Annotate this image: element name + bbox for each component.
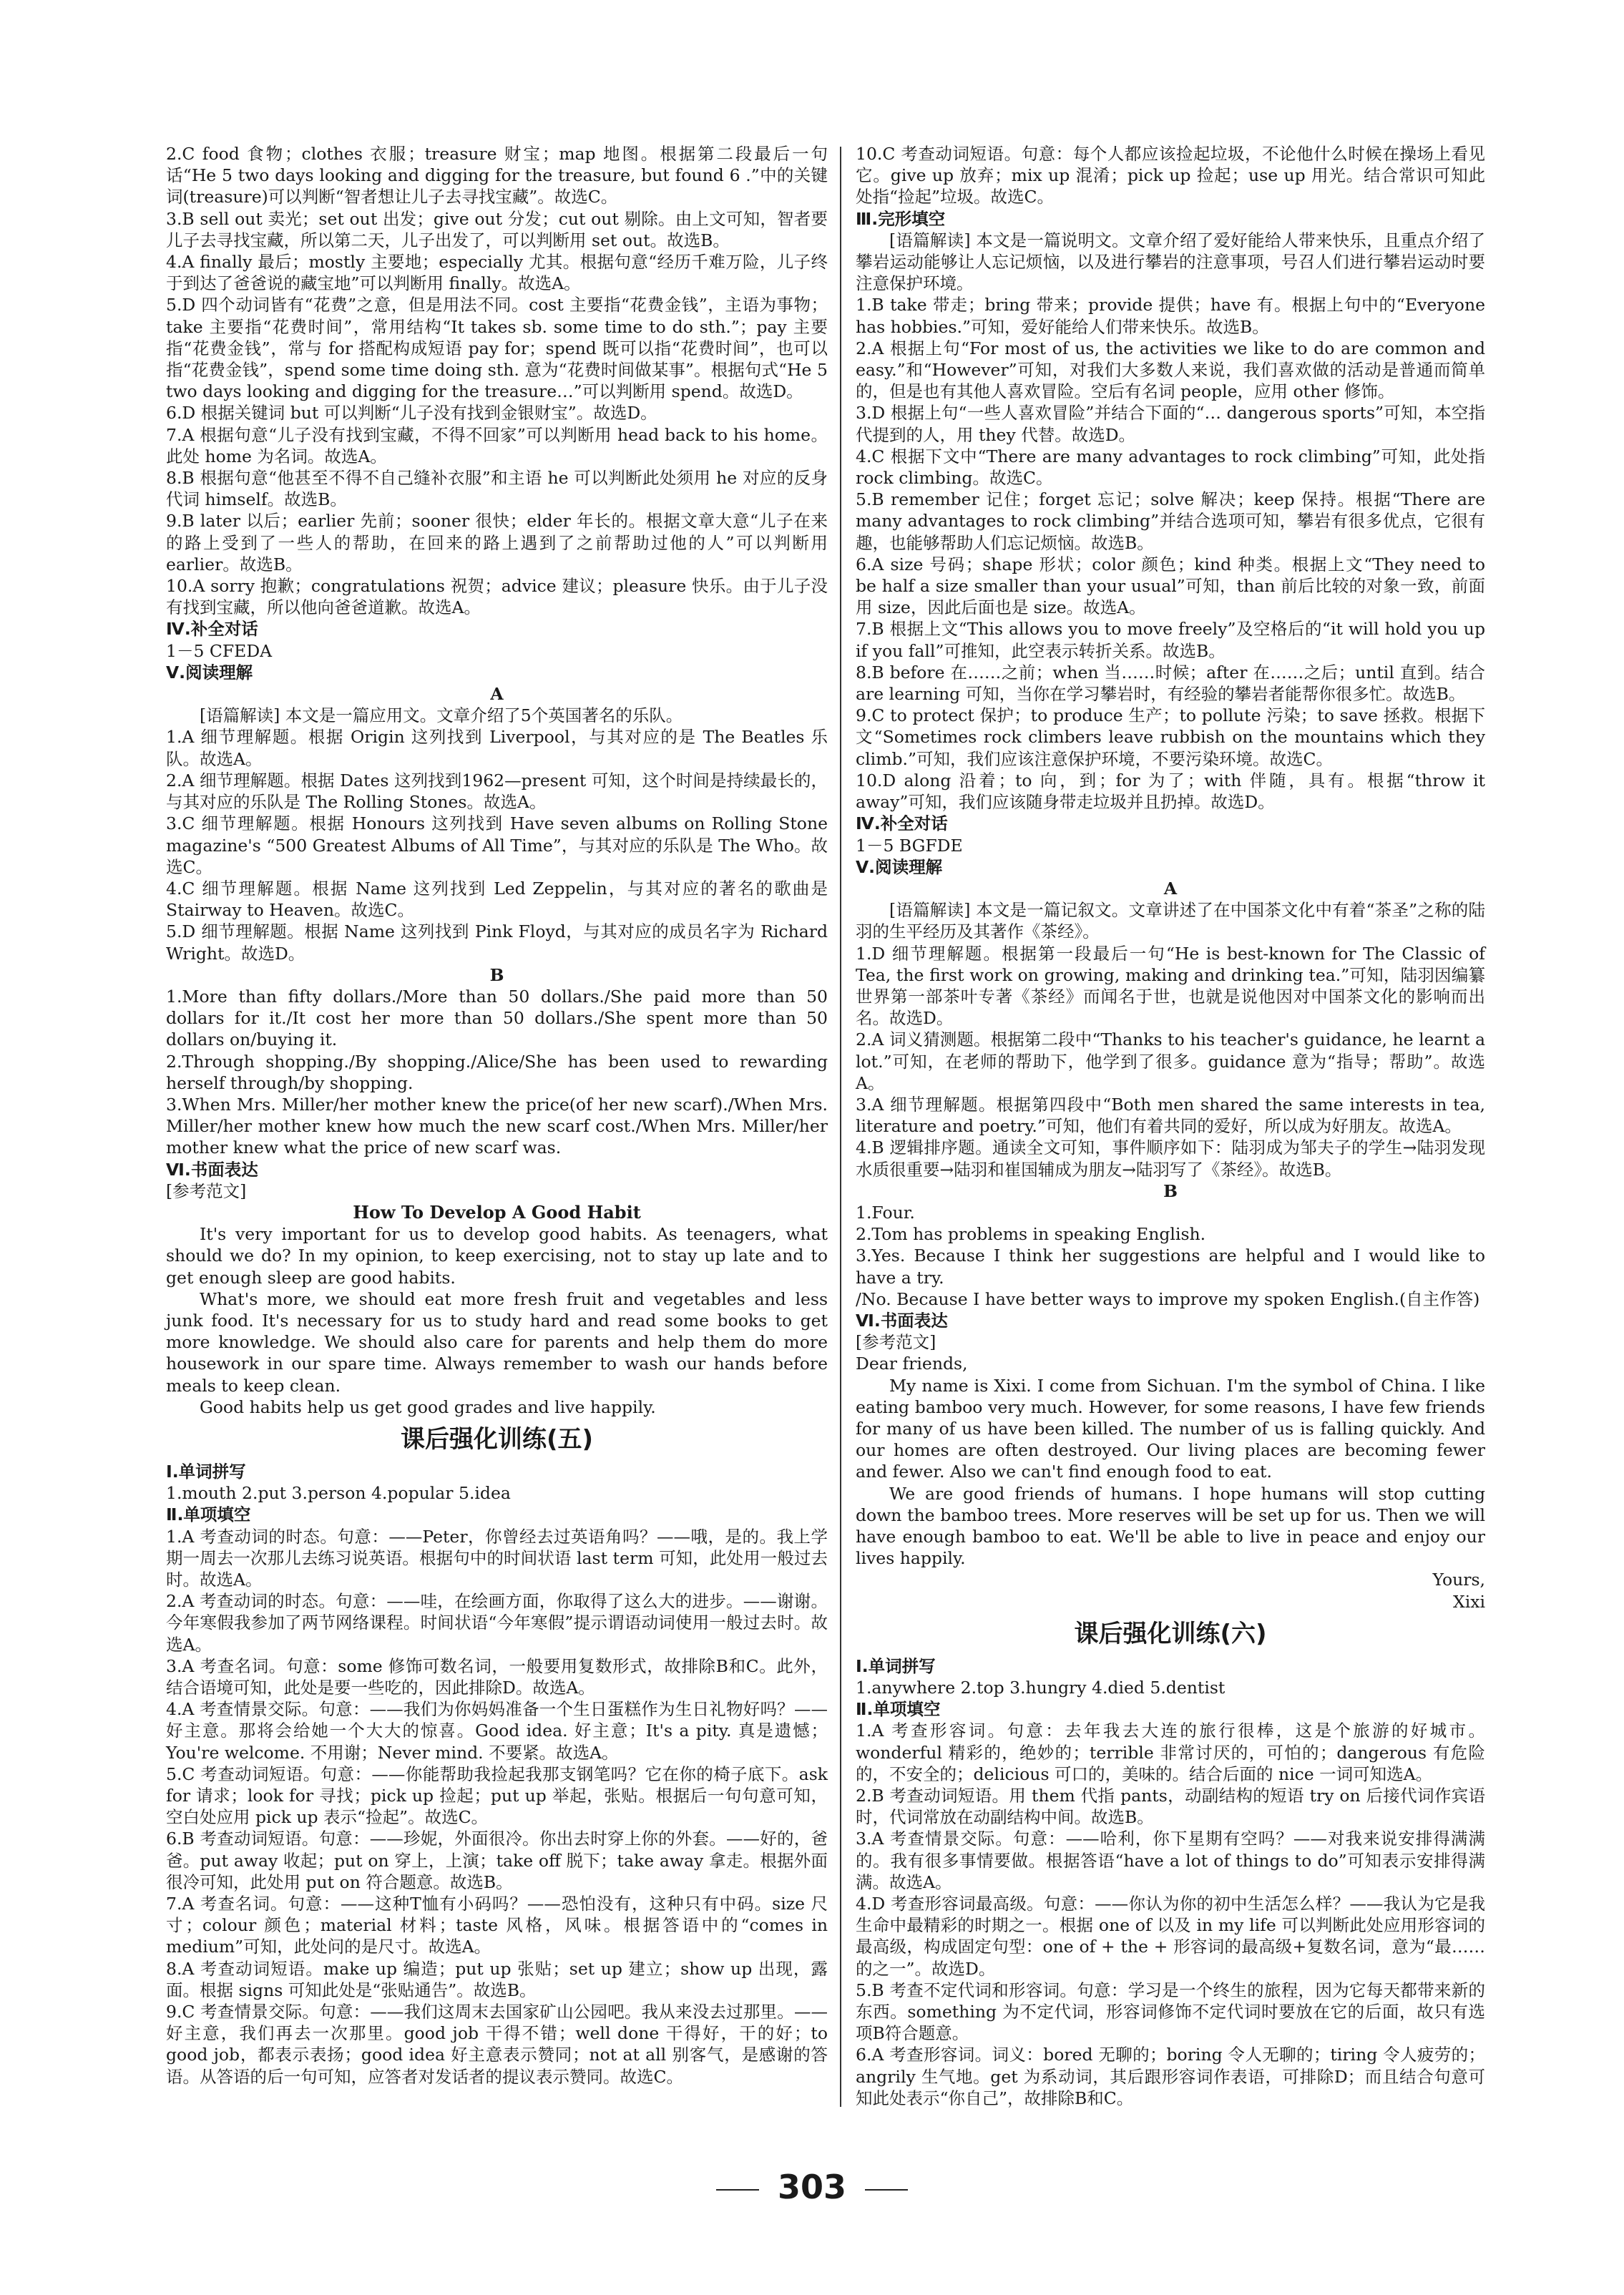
unit-heading: 课后强化训练(六)	[1074, 1619, 1267, 1648]
paragraph: 1.D 细节理解题。根据第一段最后一句“He is best-known for The Classic of Tea, the first work on growing, making and drinking tea.”可知，陆羽因编纂世界第一部茶叶专著《茶经》而闻名于世，也就是说他因对中国茶文化的影响而出名。故选D。	[856, 943, 1485, 1029]
paragraph: 4.A finally 最后；mostly 主要地；especially 尤其。根据句意“经历千难万险，儿子终于到达了爸爸说的藏宝地”可以判断用 finally。故选A。	[166, 252, 828, 294]
section-heading: Ⅵ.书面表达	[166, 1159, 258, 1180]
signature-line: Yours,	[1432, 1570, 1485, 1590]
paragraph: 7.A 考查名词。句意：——这种T恤有小码吗？——恐怕没有，这种只有中码。size 尺寸；colour 颜色；material 材料；taste 风格，风味。根据答语中的“comes in medium”可知，此处问的是尺寸。故选A。	[166, 1894, 828, 1957]
part-label: A	[490, 684, 504, 705]
paragraph: 5.B 考查不定代词和形容词。句意：学习是一个终生的旅程，因为它每天都带来新的东西。something 为不定代词，形容词修饰不定代词时要放在它的后面，故只有选项B符合题意。	[856, 1980, 1485, 2044]
paragraph: 1－5 CFEDA	[166, 640, 273, 661]
section-heading: Ⅵ.书面表达	[856, 1310, 948, 1331]
paragraph: 1.More than fifty dollars./More than 50 dollars./She paid more than 50 dollars for it./It cost her more than 50 dollars./She spent more than 50 dollars on/buying it.	[166, 986, 828, 1050]
paragraph: 7.B 根据上文“This allows you to move freely”及空格后的“it will hold you up if you fall”可推知，此空表示转折关系。故选B。	[856, 619, 1485, 661]
section-heading: Ⅱ.单项填空	[166, 1504, 251, 1525]
paragraph: 9.C to protect 保护；to produce 生产；to pollute 污染；to save 拯救。根据下文“Sometimes rock climbers leave rubbish on the mountains which they climb.”可知，我们应该注意保护环境，不要污染环境。故选C。	[856, 705, 1485, 769]
paragraph: 8.B 根据句意“他甚至不得不自己缝补衣服”和主语 he 可以判断此处须用 he 对应的反身代词 himself。故选B。	[166, 468, 828, 510]
indented-paragraph: Good habits help us get good grades and live happily.	[200, 1396, 656, 1417]
section-heading: Ⅱ.单项填空	[856, 1699, 941, 1720]
paragraph: [参考范文]	[856, 1332, 936, 1353]
indented-paragraph: What's more, we should eat more fresh fruit and vegetables and less junk food. It's necessary for us to study hard and read some books to get more knowledge. We should also care for parents and help them do more housework in our spare time. Always remember to wash our hands before meals to keep clean.	[166, 1288, 828, 1396]
paragraph: 2.Tom has problems in speaking English.	[856, 1224, 1206, 1245]
paragraph: 2.A 考查动词的时态。句意：——哇，在绘画方面，你取得了这么大的进步。——谢谢。今年寒假我参加了两节网络课程。时间状语“今年寒假”提示谓语动词使用一般过去时。故选A。	[166, 1591, 828, 1655]
paragraph: /No. Because I have better ways to improve my spoken English.(自主作答)	[856, 1288, 1480, 1309]
paragraph: 2.A 细节理解题。根据 Dates 这列找到1962—present 可知，这个时间是持续最长的，与其对应的乐队是 The Rolling Stones。故选A。	[166, 770, 828, 813]
paragraph: 3.C 细节理解题。根据 Honours 这列找到 Have seven albums on Rolling Stone magazine's “500 Greatest Albums of All Time”，与其对应的乐队是 The Who。故选C。	[166, 813, 828, 877]
paragraph: Dear friends,	[856, 1354, 968, 1374]
page-number-text: 303	[777, 2168, 847, 2206]
part-label: B	[489, 964, 504, 985]
paragraph: 3.When Mrs. Miller/her mother knew the price(of her new scarf)./When Mrs. Miller/her mother knew how much the new scarf cost./When Mrs. Miller/her mother knew what the price of new scarf was.	[166, 1094, 828, 1158]
paragraph: 5.D 四个动词皆有“花费”之意，但是用法不同。cost 主要指“花费金钱”，主语为事物；take 主要指“花费时间”，常用结构“It takes sb. some time to do sth.”；pay 主要指“花费金钱”，常与 for 搭配构成短语 pay for；spend 既可以指“花费时间”，也可以指“花费金钱”，spend some time doing sth. 意为“花费时间做某事”。根据句式“He 5 two days looking and digging for the treasure…”可以判断用 spend。故选D。	[166, 295, 828, 402]
paragraph: 3.A 细节理解题。根据第四段中“Both men shared the same interests in tea, literature and poetry.”可知，他们有着共同的爱好，所以成为好朋友。故选A。	[856, 1094, 1485, 1137]
essay-title: How To Develop A Good Habit	[353, 1201, 641, 1223]
paragraph: 5.B remember 记住；forget 忘记；solve 解决；keep 保持。根据“There are many advantages to rock climbing”并结合选项可知，攀岩有很多优点，它很有趣，也能够帮助人们忘记烦恼。故选B。	[856, 489, 1485, 553]
paragraph: 7.A 根据句意“儿子没有找到宝藏，不得不回家”可以判断用 head back to his home。此处 home 为名词。故选A。	[166, 424, 828, 466]
paragraph: 8.A 考查动词短语。make up 编造；put up 张贴；set up 建立；show up 出现，露面。根据 signs 可知此处是“张贴通告”。故选B。	[166, 1958, 828, 2000]
paragraph: 3.D 根据上句“一些人喜欢冒险”并结合下面的“… dangerous sports”可知，本空指代提到的人，用 they 代替。故选D。	[856, 403, 1485, 445]
paragraph: 2.A 词义猜测题。根据第二段中“Thanks to his teacher's guidance, he learnt a lot.”可知，在老师的帮助下，他学到了很多。guidance 意为“指导；帮助”。故选A。	[856, 1029, 1485, 1093]
paragraph: 6.A size 号码；shape 形状；color 颜色；kind 种类。根据上文“They need to be half a size smaller than your usual”可知，than 前后比较的对象一致，前面用 size，因此后面也是 size。故选A。	[856, 554, 1485, 618]
section-heading: Ⅲ.完形填空	[856, 208, 946, 229]
section-heading: Ⅳ.补全对话	[856, 813, 948, 834]
paragraph: 4.C 根据下文中“There are many advantages to rock climbing”可知，此处指 rock climbing。故选C。	[856, 446, 1485, 489]
section-heading: Ⅰ.单词拼写	[166, 1461, 246, 1482]
paragraph: 2.B 考查动词短语。用 them 代指 pants，动副结构的短语 try on 后接代词作宾语时，代词常放在动副结构中间。故选B。	[856, 1786, 1485, 1828]
indented-paragraph: It's very important for us to develop good habits. As teenagers, what should we do? In my opinion, to keep exercising, not to stay up late and to get enough sleep are good habits.	[166, 1224, 828, 1288]
paragraph: 4.A 考查情景交际。句意：——我们为你妈妈准备一个生日蛋糕作为生日礼物好吗？——好主意。那将会给她一个大大的惊喜。Good idea. 好主意；It's a pity. 真是遗憾；You're welcome. 不用谢；Never mind. 不要紧。故选A。	[166, 1699, 828, 1763]
paragraph: 10.A sorry 抱歉；congratulations 祝贺；advice 建议；pleasure 快乐。由于儿子没有找到宝藏，所以他向爸爸道歉。故选A。	[166, 576, 828, 618]
unit-heading: 课后强化训练(五)	[400, 1424, 594, 1454]
paragraph: 3.B sell out 卖光；set out 出发；give out 分发；cut out 剔除。由上文可知，智者要儿子去寻找宝藏，所以第二天，儿子出发了，可以判断用 set out。故选B。	[166, 208, 828, 250]
paragraph: 1.B take 带走；bring 带来；provide 提供；have 有。根据上句中的“Everyone has hobbies.”可知，爱好能给人们带来快乐。故选B。	[856, 295, 1485, 337]
paragraph: 4.D 考查形容词最高级。句意：——你认为你的初中生活怎么样？——我认为它是我生命中最精彩的时期之一。根据 one of 以及 in my life 可以判断此处应用形容词的最高级，构成固定句型：one of + the + 形容词的最高级+复数名词，意为“最……的之一”。故选D。	[856, 1894, 1485, 1979]
paragraph: 9.C 考查情景交际。句意：——我们这周末去国家矿山公园吧。我从来没去过那里。——好主意，我们再去一次那里。good job 干得不错；well done 干得好，干的好；to good job，都表示表扬；good idea 好主意表示赞同；not at all 别客气，是感谢的答语。从答语的后一句可知，应答者对发话者的提议表示赞同。故选C。	[166, 2002, 828, 2087]
signature-line: Xixi	[1452, 1591, 1485, 1612]
paragraph: 1－5 BGFDE	[856, 835, 963, 856]
paragraph: 6.D 根据关键词 but 可以判断“儿子没有找到金银财宝”。故选D。	[166, 403, 657, 424]
paragraph: 1.Four.	[856, 1202, 915, 1223]
paragraph: 9.B later 以后；earlier 先前；sooner 很快；elder 年长的。根据文章大意“儿子在来的路上受到了一些人的帮助，在回来的路上遇到了之前帮助过他的人”可以判断用 earlier。故选B。	[166, 511, 828, 574]
part-label: B	[1163, 1180, 1178, 1201]
left-column	[166, 143, 828, 2088]
paragraph: 2.C food 食物；clothes 衣服；treasure 财宝；map 地图。根据第二段最后一句话“He 5 two days looking and digging for the treasure, but found 6 .”中的关键词(treasure)可以判断“智者想让儿子去寻找宝藏”。故选C。	[166, 144, 828, 207]
section-heading: Ⅴ.阅读理解	[166, 662, 253, 682]
indented-paragraph: [语篇解读] 本文是一篇应用文。文章介绍了5个英国著名的乐队。	[200, 705, 683, 726]
indented-paragraph: My name is Xixi. I come from Sichuan. I'm the symbol of China. I like eating bamboo very much. However, for some reasons, I have few friends for many of us have been killed. The number of us is falling quickly. And our homes are often destroyed. Our living places are becoming fewer and fewer. Also we can't find enough food to eat.	[856, 1375, 1485, 1482]
right-column	[856, 143, 1485, 2109]
paragraph: 4.C 细节理解题。根据 Name 这列找到 Led Zeppelin，与其对应的著名的歌曲是 Stairway to Heaven。故选C。	[166, 878, 828, 921]
paragraph: 8.B before 在……之前；when 当……时候；after 在……之后；until 直到。结合 are learning 可知，当你在学习攀岩时，有经验的攀岩者能帮你很多忙。故选B。	[856, 662, 1485, 705]
paragraph: 1.A 考查形容词。句意：去年我去大连的旅行很棒，这是个旅游的好城市。wonderful 精彩的，绝妙的；terrible 非常讨厌的，可怕的；dangerous 有危险的，不安全的；delicious 可口的，美味的。结合后面的 nice 一词可知选A。	[856, 1721, 1485, 1784]
paragraph: 5.C 考查动词短语。句意：——你能帮助我捡起我那支钢笔吗？它在你的椅子底下。ask for 请求；look for 寻找；pick up 捡起；put up 举起，张贴。根据后一句句意可知，空白处应用 pick up 表示“捡起”。故选C。	[166, 1763, 828, 1828]
paragraph: 2.A 根据上句“For most of us, the activities we like to do are common and easy.”和“However”可知，对我们大多数人来说，我们喜欢做的活动是普通而简单的，但是也有其他人喜欢冒险。空后有名词 people，应用 other 修饰。	[856, 338, 1485, 402]
paragraph: [参考范文]	[166, 1180, 247, 1201]
section-heading: Ⅴ.阅读理解	[856, 856, 943, 877]
paragraph: 1.A 考查动词的时态。句意：——Peter，你曾经去过英语角吗？——哦，是的。我上学期一周去一次那儿去练习说英语。根据句中的时间状语 last term 可知，此处用一般过去时。故选A。	[166, 1526, 828, 1590]
page-number-dash-right	[865, 2189, 908, 2191]
paragraph: 1.A 细节理解题。根据 Origin 这列找到 Liverpool，与其对应的是 The Beatles 乐队。故选A。	[166, 727, 828, 769]
section-heading: Ⅰ.单词拼写	[856, 1655, 936, 1676]
section-heading: Ⅳ.补全对话	[166, 619, 258, 640]
indented-paragraph: [语篇解读] 本文是一篇说明文。文章介绍了爱好能给人带来快乐，且重点介绍了攀岩运动能够让人忘记烦恼，以及进行攀岩的注意事项，号召人们进行攀岩运动时要注意保护环境。	[856, 230, 1485, 294]
paragraph: 10.C 考查动词短语。句意：每个人都应该捡起垃圾，不论他什么时候在操场上看见它。give up 放弃；mix up 混淆；pick up 捡起；use up 用光。结合常识可知此处指“捡起”垃圾。故选C。	[856, 144, 1485, 207]
paragraph: 10.D along 沿着；to 向，到；for 为了；with 伴随，具有。根据“throw it away”可知，我们应该随身带走垃圾并且扔掉。故选D。	[856, 770, 1485, 813]
indented-paragraph: We are good friends of humans. I hope humans will stop cutting down the bamboo trees. More reserves will be set up for us. Then we will have enough bamboo to eat. We'll be able to live in peace and enjoy our lives happily.	[856, 1483, 1485, 1569]
part-label: A	[1163, 878, 1178, 899]
paragraph: 1.mouth 2.put 3.person 4.popular 5.idea	[166, 1483, 511, 1504]
paragraph: 6.A 考查形容词。词义：bored 无聊的；boring 令人无聊的；tiring 令人疲劳的；angrily 生气地。get 为系动词，其后跟形容词作表语，可排除D；而且结合句意可知此处表示“你自己”，故排除B和C。	[856, 2045, 1485, 2108]
paragraph: 3.A 考查情景交际。句意：——哈利，你下星期有空吗？——对我来说安排得满满的。我有很多事情要做。根据答语“have a lot of things to do”可知表示安排得满满。故选A。	[856, 1829, 1485, 1892]
paragraph: 5.D 细节理解题。根据 Name 这列找到 Pink Floyd，与其对应的成员名字为 Richard Wright。故选D。	[166, 921, 828, 964]
indented-paragraph: [语篇解读] 本文是一篇记叙文。文章讲述了在中国茶文化中有着“茶圣”之称的陆羽的生平经历及其著作《茶经》。	[856, 900, 1485, 942]
paragraph: 2.Through shopping./By shopping./Alice/She has been used to rewarding herself through/by shopping.	[166, 1051, 828, 1093]
page-number	[0, 2168, 1624, 2206]
paragraph: 1.anywhere 2.top 3.hungry 4.died 5.dentist	[856, 1678, 1226, 1698]
paragraph: 4.B 逻辑排序题。通读全文可知，事件顺序如下：陆羽成为邹夫子的学生→陆羽发现水质很重要→陆羽和崔国辅成为朋友→陆羽写了《茶经》。故选B。	[856, 1137, 1485, 1180]
page-number-dash-left	[716, 2189, 759, 2191]
paragraph: 3.A 考查名词。句意：some 修饰可数名词，一般要用复数形式，故排除B和C。此外，结合语境可知，此处是要一些吃的，因此排除D。故选A。	[166, 1655, 828, 1698]
column-divider	[840, 147, 841, 2107]
paragraph: 6.B 考查动词短语。句意：——珍妮，外面很冷。你出去时穿上你的外套。——好的，爸爸。put away 收起；put on 穿上，上演；take off 脱下；take away 拿走。根据外面很冷可知，此处用 put on 符合题意。故选B。	[166, 1829, 828, 1892]
paragraph: 3.Yes. Because I think her suggestions are helpful and I would like to have a try.	[856, 1246, 1485, 1288]
